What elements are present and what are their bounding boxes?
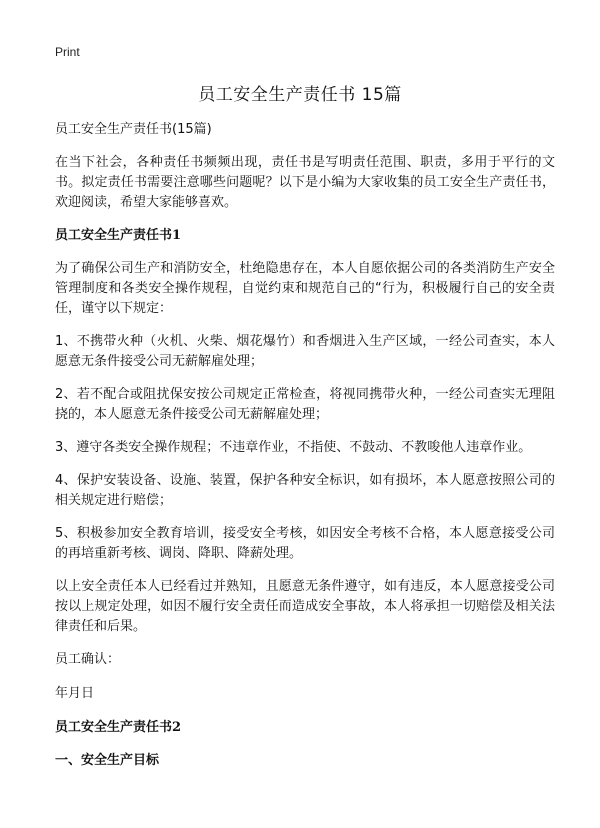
rule-item-1: 1、不携带火种（火机、火柴、烟花爆竹）和香烟进入生产区域，一经公司查实，本人愿意无条件接受公司无薪解雇处理； [55, 334, 555, 369]
date-line: 年月日 [55, 686, 95, 701]
section-1-heading: 员工安全生产责任书1 [55, 228, 182, 243]
document-body [55, 120, 555, 784]
employee-confirm-label: 员工确认： [55, 652, 121, 667]
rule-item-4: 4、保护安装设备、设施、装置，保护各种安全标识，如有损坏，本人愿意按照公司的相关规定进行赔偿； [55, 473, 555, 508]
print-label: Print [55, 45, 80, 59]
section-2-subheading: 一、安全生产目标 [55, 753, 160, 768]
rule-item-5: 5、积极参加安全教育培训，接受安全考核，如因安全考核不合格，本人愿意接受公司的再培重新考核、调岗、降职、降薪处理。 [55, 526, 555, 561]
rule-item-2: 2、若不配合或阻扰保安按公司规定正常检查，将视同携带火种，一经公司查实无理阻挠的，本人愿意无条件接受公司无薪解雇处理； [55, 387, 555, 422]
document-subtitle: 员工安全生产责任书(15篇) [55, 122, 212, 137]
page-title: 员工安全生产责任书 15篇 [198, 85, 402, 105]
closing-paragraph: 以上安全责任本人已经看过并熟知，且愿意无条件遵守，如有违反，本人愿意接受公司按以上规定处理，如因不履行安全责任而造成安全事故，本人将承担一切赔偿及相关法律责任和后果。 [55, 579, 555, 634]
section-2-heading: 员工安全生产责任书2 [55, 720, 182, 735]
section-1-paragraph: 为了确保公司生产和消防安全，杜绝隐患存在，本人自愿依据公司的各类消防生产安全管理制度和各类安全操作规程，自觉约束和规范自己的“行为，积极履行自己的安全责任，谨守以下规定： [55, 261, 555, 316]
rule-item-3: 3、遵守各类安全操作规程；不违章作业，不指使、不鼓动、不教唆他人违章作业。 [55, 440, 532, 455]
intro-paragraph: 在当下社会，各种责任书频频出现，责任书是写明责任范围、职责，多用于平行的文书。拟定责任书需要注意哪些问题呢？以下是小编为大家收集的员工安全生产责任书，欢迎阅读，希望大家能够喜欢。 [55, 155, 555, 210]
